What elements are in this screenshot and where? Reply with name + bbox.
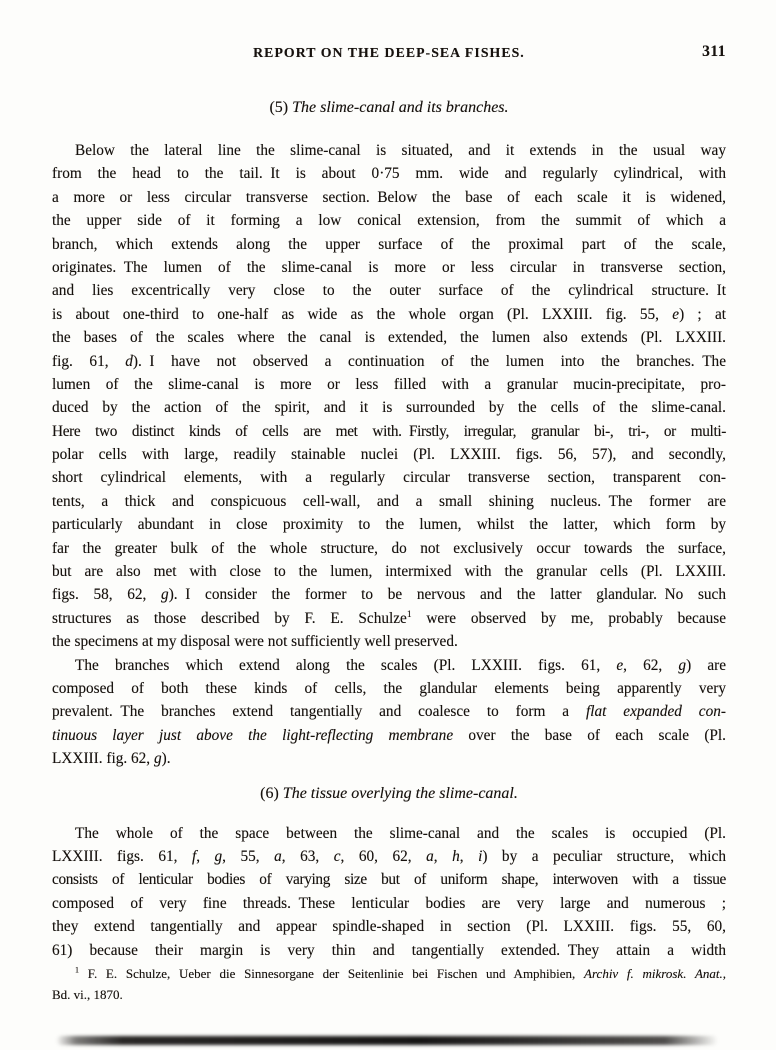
text-run: far the greater bulk of the whole structure, do not exclusively occur towards the surface, <box>52 539 726 557</box>
text-line <box>52 466 726 489</box>
section-5-heading <box>52 99 726 117</box>
text-line <box>52 326 726 349</box>
footnote <box>52 963 726 1005</box>
italic-text: g <box>214 847 223 865</box>
text-run: consists of lenticular bodies of varying size but of uniform shape, interwoven with a tissue <box>52 871 726 889</box>
text-line <box>52 209 726 232</box>
text-line <box>52 256 726 279</box>
text-run: ). I have not observed a continuation of the lumen into the branches. The <box>132 352 726 370</box>
text-line <box>52 724 726 747</box>
text-run: , 62, <box>623 656 679 674</box>
text-line <box>52 984 726 1005</box>
superscript-ref: 1 <box>75 965 80 975</box>
text-run: branch, which extends along the upper surface of the proximal part of the scale, <box>52 235 726 253</box>
italic-text: e <box>616 656 624 674</box>
text-line <box>52 350 726 373</box>
text-run: the bases of the scales where the canal is extended, the lumen also extends (Pl. LXXIII. <box>52 329 726 347</box>
text-run: (5) <box>269 99 293 116</box>
text-run: were observed by me, probably because <box>411 609 726 627</box>
text-run: F. E. Schulze, Ueber die Sinnesorgane der Seitenlinie bei Fischen und Amphibien, <box>79 965 585 981</box>
text-run: duced by the action of the spirit, and it is surrounded by the cells of the slime-canal. <box>52 399 726 417</box>
text-run: Bd. vi., 1870. <box>52 986 123 1002</box>
text-run: the upper side of it forming a low conical extension, from the summit of which a <box>52 212 726 230</box>
text-line <box>52 420 726 443</box>
italic-text: d <box>125 352 133 370</box>
page-number: 311 <box>702 43 726 60</box>
text-run: fig. 61, <box>52 352 126 370</box>
text-run: and lies excentrically very close to the outer surface of the cylindrical structure. It <box>52 282 726 300</box>
italic-text: The tissue overlying the slime-canal. <box>282 784 518 802</box>
text-line <box>52 513 726 536</box>
text-run: ). I consider the former to be nervous and the latter glandular. No such <box>168 586 726 604</box>
text-run: they extend tangentially and appear spindle-shaped in section (Pl. LXXIII. figs. 55, 60, <box>52 918 726 936</box>
text-run: , 55, <box>222 847 275 865</box>
section-6-heading <box>52 783 726 805</box>
text-line <box>52 490 726 513</box>
text-line <box>52 233 726 256</box>
italic-text: g <box>161 586 169 604</box>
paragraph-slime-canal-1 <box>52 139 726 654</box>
text-line <box>52 963 726 984</box>
running-title: REPORT ON THE DEEP-SEA FISHES. <box>253 45 525 60</box>
text-line <box>52 677 726 700</box>
text-run: lumen of the slime-canal is more or less filled with a granular mucin-precipitate, pro- <box>52 375 726 393</box>
text-line <box>52 868 726 891</box>
text-run: (6) <box>260 784 283 802</box>
text-run: Here two distinct kinds of cells are met with. Firstly, irregular, granular bi-, tri-, or multi- <box>52 422 726 440</box>
text-run: over the base of each scale (Pl. <box>453 726 727 744</box>
text-line <box>52 186 726 209</box>
text-run: prevalent. The branches extend tangentially and coalesce to form a <box>52 703 586 721</box>
text-line <box>52 939 726 962</box>
text-run: polar cells with large, readily stainable nuclei (Pl. LXXIII. figs. 56, 57), and secondly, <box>52 446 726 464</box>
text-run: , 63, <box>281 847 334 865</box>
text-line <box>52 303 726 326</box>
text-run: from the head to the tail. It is about 0·75 mm. wide and regularly cylindrical, with <box>52 165 726 183</box>
text-line <box>52 747 726 770</box>
text-run: The whole of the space between the slime-canal and the scales is occupied (Pl. <box>75 824 726 842</box>
body-text-block <box>52 139 726 1005</box>
text-line <box>52 537 726 560</box>
text-line <box>52 560 726 583</box>
text-line <box>52 892 726 915</box>
text-run: ) by a peculiar structure, which <box>482 847 726 865</box>
italic-text: Archiv f. mikrosk. Anat., <box>584 965 726 981</box>
italic-text: flat expanded con- <box>585 703 726 721</box>
text-run: ) ; at <box>679 305 726 323</box>
text-line <box>52 443 726 466</box>
italic-text: i <box>478 847 483 865</box>
italic-text: g <box>153 750 162 768</box>
paragraph-slime-canal-2 <box>52 654 726 771</box>
italic-text: g <box>678 656 687 674</box>
text-run: a more or less circular transverse section. Below the base of each scale it is widened, <box>52 188 726 206</box>
text-line <box>52 822 726 845</box>
text-line <box>52 630 726 653</box>
text-run: , <box>459 847 479 865</box>
text-run: ) are <box>686 656 727 674</box>
text-run: composed of both these kinds of cells, the glandular elements being apparently very <box>52 679 726 697</box>
text-line <box>52 139 726 162</box>
text-line <box>52 396 726 419</box>
text-run: The branches which extend along the scales (Pl. LXXIII. figs. 61, <box>75 656 617 674</box>
italic-text: a <box>274 847 282 865</box>
text-run: but are also met with close to the lumen, intermixed with the granular cells (Pl. LXXIII. <box>52 563 726 581</box>
text-run: LXXIII. fig. 62, <box>52 750 154 768</box>
text-run: figs. 58, 62, <box>52 586 162 604</box>
text-run: ). <box>161 750 171 768</box>
text-line <box>52 915 726 938</box>
text-run: , <box>196 847 215 865</box>
text-run: short cylindrical elements, with a regularly circular transverse section, transparent con- <box>52 469 726 487</box>
text-run: composed of very fine threads. These lenticular bodies are very large and numerous ; <box>52 894 726 912</box>
italic-text: f <box>191 847 197 865</box>
superscript-ref: 1 <box>406 609 412 620</box>
text-run: the specimens at my disposal were not sufficiently well preserved. <box>52 633 458 651</box>
paragraph-tissue-overlying <box>52 822 726 962</box>
text-run: is about one-third to one-half as wide as the whole organ (Pl. LXXIII. fig. 55, <box>52 305 673 323</box>
text-line <box>52 162 726 185</box>
text-line <box>52 654 726 677</box>
text-line <box>52 700 726 723</box>
text-line <box>52 607 726 630</box>
italic-text: h <box>452 847 460 865</box>
text-run: LXXIII. figs. 61, <box>52 847 192 865</box>
italic-text: a <box>426 847 434 865</box>
text-run: tents, a thick and conspicuous cell-wall, and a small shining nucleus. The former are <box>52 492 726 510</box>
scan-shadow-artifact <box>56 1036 718 1045</box>
italic-text: c <box>333 847 341 865</box>
text-run: , <box>433 847 453 865</box>
text-line <box>52 845 726 868</box>
text-run: originates. The lumen of the slime-canal is more or less circular in transverse section, <box>52 258 726 276</box>
text-line <box>52 279 726 302</box>
text-line <box>52 373 726 396</box>
text-run: Below the lateral line the slime-canal is situated, and it extends in the usual way <box>75 142 726 159</box>
text-run: structures as those described by F. E. Schulze <box>52 609 407 627</box>
text-run: 61) because their margin is very thin and tangentially extended. They attain a width <box>52 941 726 959</box>
italic-text: e <box>672 305 680 323</box>
text-run: , 60, 62, <box>340 847 427 865</box>
text-run: particularly abundant in close proximity to the lumen, whilst the latter, which form by <box>52 516 726 534</box>
text-line <box>52 583 726 606</box>
italic-text: tinuous layer just above the light-reflecting membrane <box>52 726 454 744</box>
page-header <box>52 45 726 65</box>
italic-text: The slime-canal and its branches. <box>292 99 509 116</box>
